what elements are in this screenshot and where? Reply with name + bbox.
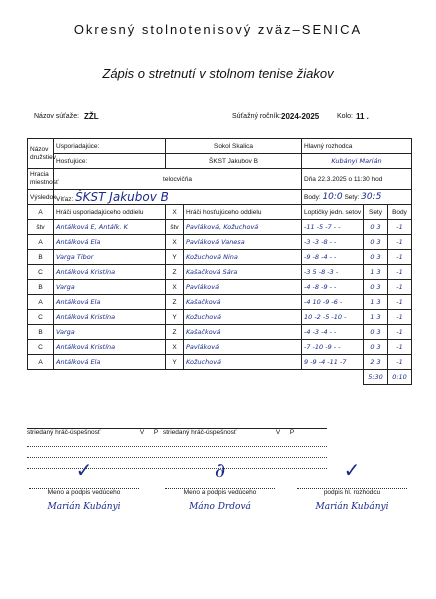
subs-label-home: striedaný hráč-úspešnosť <box>27 429 101 436</box>
row-sets: 1 3 <box>364 310 388 325</box>
col-away-players: Hráči hosťujúceho oddielu <box>184 205 302 220</box>
row-code: A <box>28 355 54 370</box>
score-cell <box>302 190 412 205</box>
row-code: štv <box>28 220 54 235</box>
row-code: C <box>28 310 54 325</box>
row-set-scores: -4 -3 -4 - - <box>302 325 364 340</box>
row-away-code: X <box>166 280 184 295</box>
referee-signature-scribble: ✓ <box>343 458 361 482</box>
season-label: Súťažný ročník: <box>232 113 281 120</box>
col-set-scores: Loptičky jedn. setov <box>302 205 364 220</box>
sets-value: 30:5 <box>361 192 382 202</box>
home-signature-scribble: ✓ <box>75 458 93 482</box>
row-points: -1 <box>388 265 412 280</box>
result-label: Výsledok. <box>28 190 54 205</box>
match-row <box>28 235 412 250</box>
row-sets: 0 3 <box>364 325 388 340</box>
home-label: Usporiadajúce: <box>54 139 166 154</box>
subs-label-away: striedaný hráč-úspešnosť <box>163 429 237 436</box>
row-away-code: Z <box>166 325 184 340</box>
row-away-player: Kašačková <box>184 325 302 340</box>
row-away-player: Kašačková Sára <box>184 265 302 280</box>
row-away-code: Y <box>166 355 184 370</box>
row-sets: 0 3 <box>364 280 388 295</box>
row-sets: 0 3 <box>364 235 388 250</box>
winner-cell <box>54 190 302 205</box>
row-home-player: Varga <box>54 280 166 295</box>
row-home-player: Antálková Ela <box>54 295 166 310</box>
row-away-code: Z <box>166 265 184 280</box>
row-home-player: Antálková Ela <box>54 355 166 370</box>
row-points: -1 <box>388 220 412 235</box>
row-sets: 0 3 <box>364 220 388 235</box>
referee-signature-label: podpis hl. rozhodcu <box>323 489 381 496</box>
row-points: -1 <box>388 325 412 340</box>
match-row <box>28 310 412 325</box>
subs-p-away: P <box>289 429 295 436</box>
row-away-code: Y <box>166 250 184 265</box>
row-code: C <box>28 265 54 280</box>
match-row <box>28 250 412 265</box>
row-code: B <box>28 325 54 340</box>
row-code: B <box>28 280 54 295</box>
away-signature-name: Máno Drdová <box>189 502 251 512</box>
referee-label: Hlavný rozhodca <box>302 139 412 154</box>
sets-label: Sety: <box>344 194 360 201</box>
home-team: Sokol Skalica <box>166 139 302 154</box>
row-away-code: X <box>166 340 184 355</box>
away-team: ŠKST Jakubov B <box>166 154 302 169</box>
row-away-code: X <box>166 235 184 250</box>
row-set-scores: 9 -9 -4 -11 -7 <box>302 355 364 370</box>
row-away-player: Kožuchová Nina <box>184 250 302 265</box>
row-home-player: Antálková Kristína <box>54 310 166 325</box>
row-points: -1 <box>388 235 412 250</box>
row-set-scores: -4 -8 -9 - - <box>302 280 364 295</box>
match-row <box>28 220 412 235</box>
row-code: A <box>28 235 54 250</box>
col-sets: Sety <box>364 205 388 220</box>
row-set-scores: 10 -2 -5 -10 - <box>302 310 364 325</box>
row-home-player: Antálková Kristína <box>54 265 166 280</box>
col-x: X <box>166 205 184 220</box>
referee-name: Kubányi Marián <box>302 154 412 169</box>
row-points: -1 <box>388 310 412 325</box>
row-away-player: Pavláková <box>184 280 302 295</box>
row-sets: 1 3 <box>364 295 388 310</box>
row-away-code: Z <box>166 295 184 310</box>
date-label: Dňa <box>304 175 316 183</box>
competition-label: Názov súťaže: <box>34 113 80 120</box>
subs-v-away: V <box>275 429 281 436</box>
row-code: B <box>28 250 54 265</box>
away-signature-scribble: ∂ <box>214 458 226 482</box>
time-value: o 11:30 <box>348 175 370 183</box>
row-away-code: Y <box>166 310 184 325</box>
home-signature-name: Marián Kubányi <box>47 502 121 512</box>
row-points: -1 <box>388 340 412 355</box>
row-home-player: Antálková E, Antálk. K <box>54 220 166 235</box>
time-suffix: hod <box>371 175 383 183</box>
row-home-player: Antálková Kristína <box>54 340 166 355</box>
subs-v-home: V <box>139 429 145 436</box>
venue-label: Hracia miestnosť <box>28 169 54 190</box>
away-signature-block <box>160 458 280 512</box>
col-points: Body <box>388 205 412 220</box>
row-home-player: Varga Tibor <box>54 250 166 265</box>
away-signature-label: Meno a podpis vedúceho <box>183 489 257 496</box>
row-points: -1 <box>388 355 412 370</box>
teams-label: Názov družstiev <box>28 139 54 169</box>
row-set-scores: -3 5 -8 -3 - <box>302 265 364 280</box>
referee-signature-block <box>292 458 412 512</box>
match-row <box>28 355 412 370</box>
col-home-players: Hráči usporiadajúceho oddielu <box>54 205 166 220</box>
points-value: 10:0 <box>322 192 343 202</box>
subs-p-home: P <box>153 429 159 436</box>
match-table <box>27 138 412 385</box>
row-away-code: štv <box>166 220 184 235</box>
winner-label: Víťaz: <box>56 196 74 203</box>
referee-signature-name: Marián Kubányi <box>315 502 389 512</box>
venue-value: telocvičňa <box>54 169 302 190</box>
report-subtitle: Zápis o stretnutí v stolnom tenise žiakov <box>102 66 334 81</box>
row-sets: 2 3 <box>364 355 388 370</box>
winner-value: ŠKST Jakubov B <box>75 190 169 204</box>
match-row <box>28 280 412 295</box>
row-sets: 0 3 <box>364 250 388 265</box>
row-points: -1 <box>388 280 412 295</box>
row-set-scores: -9 -8 -4 - - <box>302 250 364 265</box>
row-away-player: Pavláková <box>184 340 302 355</box>
total-points: 0:10 <box>388 370 412 385</box>
row-set-scores: -11 -5 -7 - - <box>302 220 364 235</box>
points-label: Body: <box>304 194 321 201</box>
total-sets: 5:30 <box>364 370 388 385</box>
date-cell <box>302 169 412 190</box>
row-points: -1 <box>388 295 412 310</box>
row-away-player: Kožuchová <box>184 310 302 325</box>
round-value: 11 . <box>356 112 369 121</box>
col-a: A <box>28 205 54 220</box>
row-home-player: Antálková Ela <box>54 235 166 250</box>
row-away-player: Kašačková <box>184 295 302 310</box>
row-away-player: Pavláková Vanesa <box>184 235 302 250</box>
row-away-player: Kožuchová <box>184 355 302 370</box>
match-row <box>28 325 412 340</box>
row-code: C <box>28 340 54 355</box>
match-row <box>28 295 412 310</box>
row-set-scores: -7 -10 -9 - - <box>302 340 364 355</box>
association-title: Okresný stolnotenisový zväz–SENICA <box>73 22 363 37</box>
row-set-scores: -4 10 -9 -6 - <box>302 295 364 310</box>
row-sets: 1 3 <box>364 265 388 280</box>
away-label: Hosťujúce: <box>54 154 166 169</box>
home-signature-label: Meno a podpis vedúceho <box>47 489 121 496</box>
home-signature-block <box>24 458 144 512</box>
date-value: 22.3.2025 <box>317 175 347 183</box>
season-value: 2024-2025 <box>281 112 320 121</box>
row-points: -1 <box>388 250 412 265</box>
competition-value: ZŽL <box>84 112 99 121</box>
row-code: A <box>28 295 54 310</box>
round-label: Kolo: <box>337 113 353 120</box>
row-home-player: Varga <box>54 325 166 340</box>
row-sets: 0 3 <box>364 340 388 355</box>
row-set-scores: -3 -3 -8 - - <box>302 235 364 250</box>
match-row <box>28 265 412 280</box>
match-row <box>28 340 412 355</box>
row-away-player: Pavláková, Kožuchová <box>184 220 302 235</box>
